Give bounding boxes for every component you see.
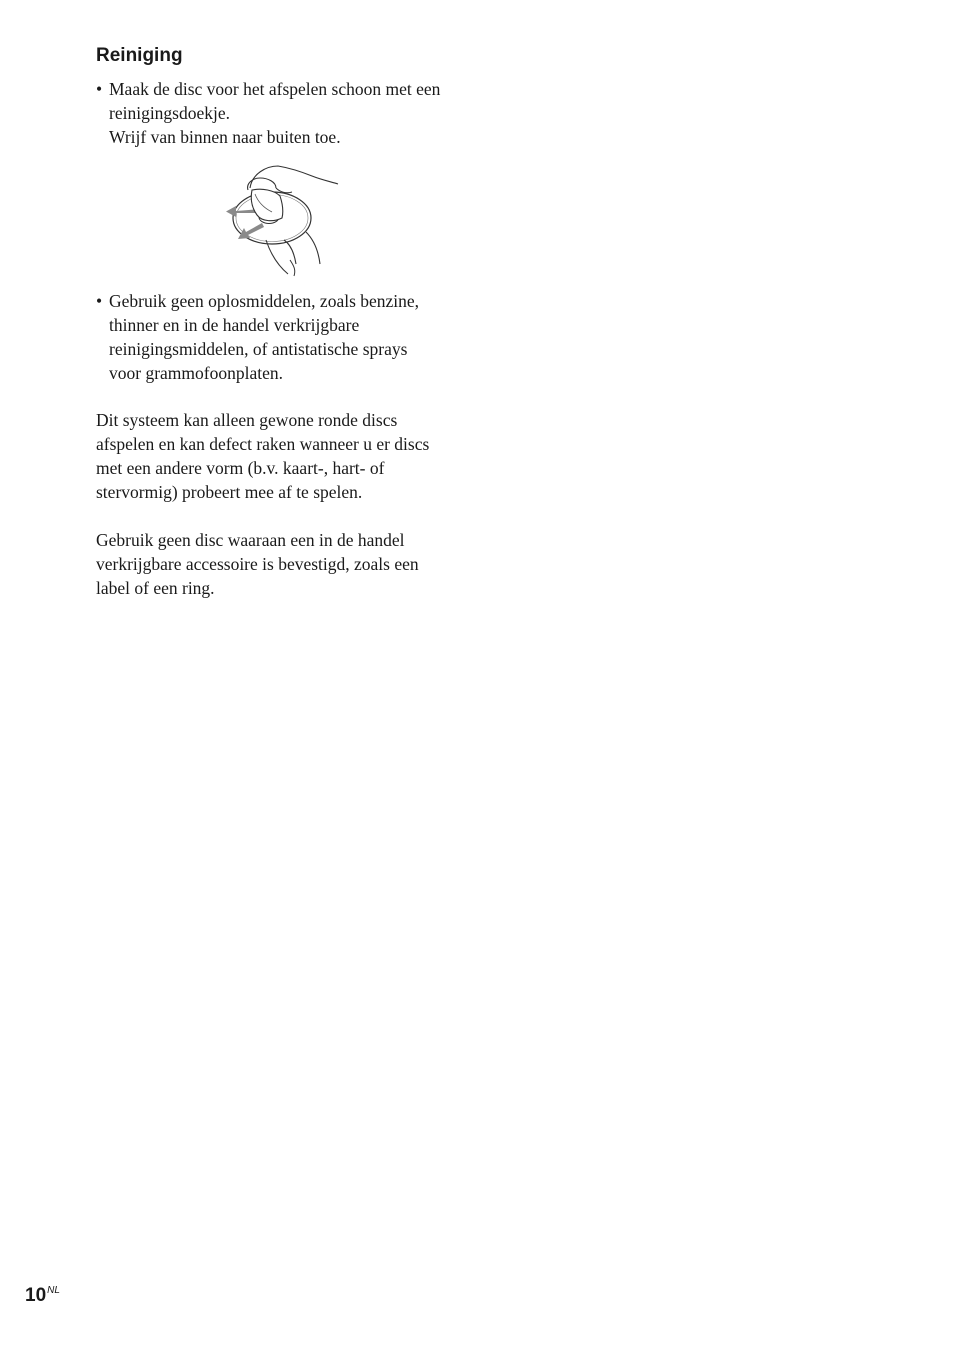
cleaning-cloth bbox=[251, 189, 283, 220]
text-line: met een andere vorm (b.v. kaart-, hart- of bbox=[96, 458, 385, 478]
text-line: Dit systeem kan alleen gewone ronde discs bbox=[96, 410, 398, 430]
page-number-value: 10 bbox=[25, 1285, 47, 1306]
section-title: Reiniging bbox=[96, 45, 183, 66]
text-line: afspelen en kan defect raken wanneer u er discs bbox=[96, 434, 430, 454]
solvent-warning-bullet bbox=[96, 289, 476, 385]
upper-finger bbox=[248, 178, 276, 190]
cleaning-instruction-bullet bbox=[96, 77, 476, 149]
text-line: voor grammofoonplaten. bbox=[109, 363, 283, 383]
language-code: NL bbox=[47, 1285, 60, 1296]
page-number bbox=[25, 1279, 60, 1308]
text-line: label of een ring. bbox=[96, 578, 215, 598]
text-line: stervormig) probeert mee af te spelen. bbox=[96, 482, 363, 502]
disc-shape-paragraph bbox=[96, 408, 476, 504]
text-line: Gebruik geen disc waaraan een in de handel bbox=[96, 530, 405, 550]
bullet-marker: • bbox=[96, 79, 103, 99]
text-line: thinner en in de handel verkrijgbare bbox=[109, 315, 360, 335]
lower-hand bbox=[266, 240, 288, 274]
text-line: Wrijf van binnen naar buiten toe. bbox=[109, 127, 341, 147]
text-line: reinigingsmiddelen, of antistatische sprays bbox=[109, 339, 408, 359]
accessory-paragraph bbox=[96, 528, 476, 600]
text-line: Gebruik geen oplosmiddelen, zoals benzine, bbox=[109, 291, 420, 311]
bullet-marker: • bbox=[96, 291, 103, 311]
lower-knuckle bbox=[290, 260, 295, 276]
disc-cleaning-illustration bbox=[222, 160, 346, 278]
upper-hand bbox=[250, 166, 338, 188]
text-line: verkrijgbare accessoire is bevestigd, zoals een bbox=[96, 554, 419, 574]
text-line: reinigingsdoekje. bbox=[109, 103, 231, 123]
text-line: Maak de disc voor het afspelen schoon met een bbox=[109, 79, 441, 99]
lower-finger bbox=[306, 232, 320, 264]
